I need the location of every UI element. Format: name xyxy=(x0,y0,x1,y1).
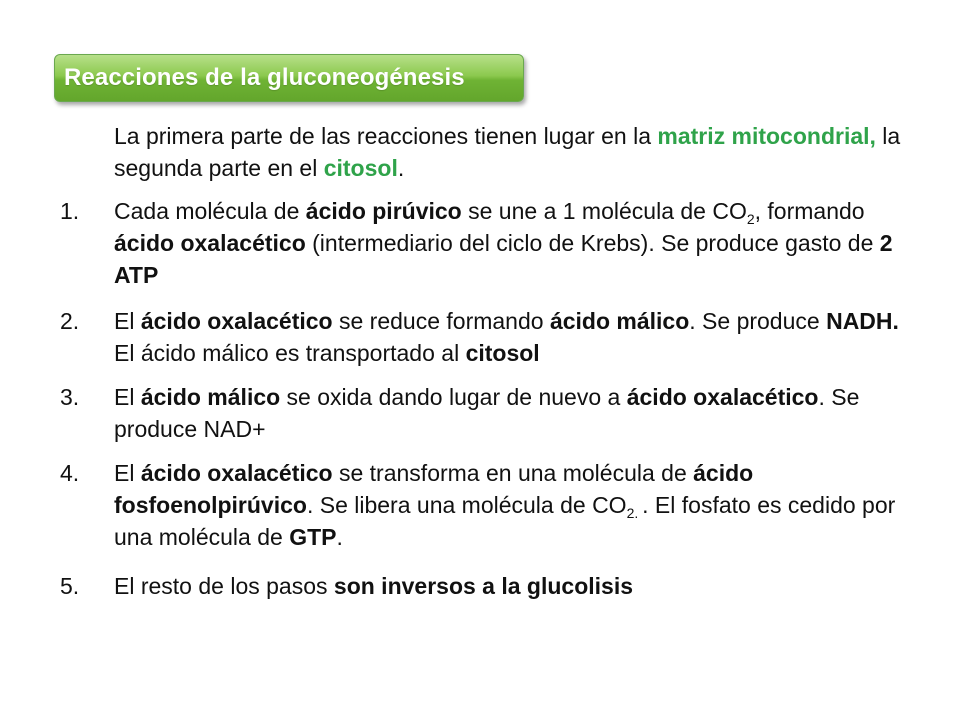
item2-bold2: ácido málico xyxy=(549,308,690,334)
item-number-4: 4. xyxy=(60,460,80,486)
item1-bold3: 2 ATP xyxy=(114,230,893,288)
item4-text5: . xyxy=(336,524,343,550)
intro-part3: . xyxy=(397,155,405,181)
item1-bold1: ácido pirúvico xyxy=(305,198,462,224)
list-item-5 xyxy=(114,570,924,602)
list-item-3 xyxy=(114,381,924,445)
intro-paragraph xyxy=(114,120,924,184)
item3-text3: . Se produce NAD+ xyxy=(114,384,860,442)
item2-bold3: NADH. xyxy=(826,308,899,334)
item1-subscript: 2 xyxy=(746,211,755,227)
item4-bold2: ácido fosfoenolpirúvico xyxy=(114,460,754,518)
item2-text4: El ácido málico es transportado al xyxy=(114,340,466,366)
list-item-2 xyxy=(114,305,924,369)
item-number-1: 1. xyxy=(60,198,80,224)
item-number-5: 5. xyxy=(60,573,80,599)
item5-bold1: son inversos a la glucolisis xyxy=(333,573,634,599)
list-item-1 xyxy=(114,195,924,291)
item-number-3: 3. xyxy=(60,384,80,410)
item1-text4: (intermediario del ciclo de Krebs). Se produce gasto de xyxy=(305,230,880,256)
item3-bold1: ácido málico xyxy=(140,384,281,410)
intro-highlight-matriz: matriz mitocondrial, xyxy=(657,123,876,149)
item1-text3: , formando xyxy=(754,198,865,224)
item1-text1: Cada molécula de xyxy=(114,198,306,224)
item3-text2: se oxida dando lugar de nuevo a xyxy=(280,384,627,410)
item2-bold4: citosol xyxy=(465,340,540,366)
item3-text1: El xyxy=(114,384,141,410)
item4-text2: se transforma en una molécula de xyxy=(332,460,694,486)
item4-subscript: 2. xyxy=(626,505,643,521)
slide-title: Reacciones de la gluconeogénesis xyxy=(64,64,465,91)
item2-text2: se reduce formando xyxy=(332,308,550,334)
intro-highlight-citosol: citosol xyxy=(323,155,398,181)
item3-bold2: ácido oxalacético xyxy=(626,384,819,410)
intro-part1: La primera parte de las reacciones tienen lugar en la xyxy=(114,123,658,149)
item5-text1: El resto de los pasos xyxy=(114,573,334,599)
intro-text xyxy=(114,120,924,184)
item2-text1: El xyxy=(114,308,141,334)
item-number-2: 2. xyxy=(60,308,80,334)
item4-bold3: GTP xyxy=(289,524,337,550)
item2-text3: . Se produce xyxy=(689,308,827,334)
item4-bold1: ácido oxalacético xyxy=(140,460,333,486)
list-item-4 xyxy=(114,457,924,553)
item4-text4: . El fosfato es cedido por una molécula de xyxy=(114,492,896,550)
item4-text1: El xyxy=(114,460,141,486)
item1-bold2: ácido oxalacético xyxy=(114,230,306,256)
intro-part2: la segunda parte en el xyxy=(114,123,901,181)
title-badge xyxy=(54,54,524,102)
item1-text2: se une a 1 molécula de CO xyxy=(461,198,747,224)
item2-bold1: ácido oxalacético xyxy=(140,308,333,334)
item4-text3: . Se libera una molécula de CO xyxy=(306,492,627,518)
